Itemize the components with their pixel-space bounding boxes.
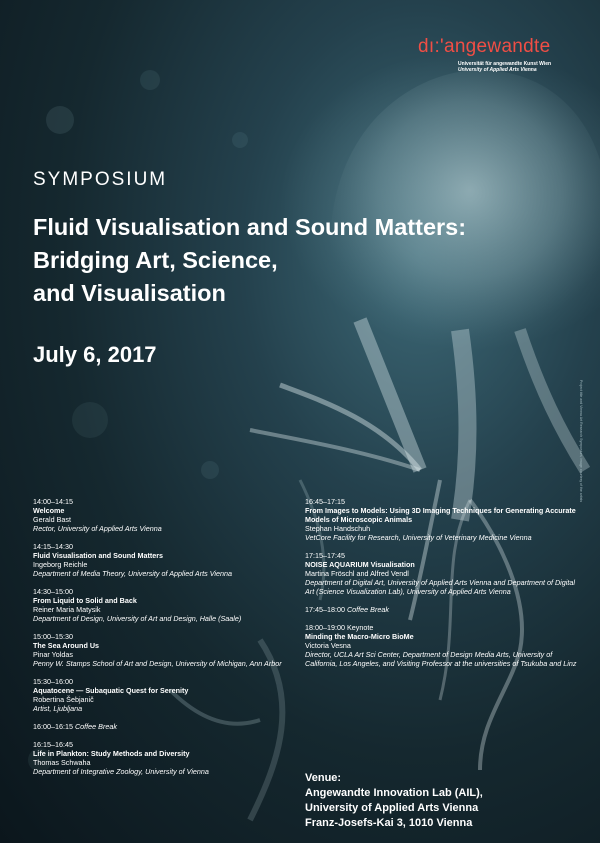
title-line: Bridging Art, Science, [33,247,278,273]
entry-time: 16:45–17:15 [305,497,345,506]
entry-time: 15:00–15:30 [33,632,73,641]
entry-title: From Images to Models: Using 3D Imaging Techniques for Generating Accurate Models of Microscopic Animals [305,506,576,524]
break-label: Coffee Break [346,605,389,614]
image-credit-note: Project title and Vienna Art Research Symposium, image courtesy of the artists [579,380,583,503]
entry-title: Minding the Macro-Micro BioMe [305,632,414,641]
entry-title: Life in Plankton: Study Methods and Diversity [33,749,190,758]
angewandte-logo [418,36,578,73]
symposium-label: SYMPOSIUM [33,169,168,190]
coffee-break [305,605,585,614]
schedule-entry [305,497,585,542]
logo-wordmark: dı:'angewandte [418,36,551,57]
venue-line: University of Applied Arts Vienna [305,802,479,814]
event-title [33,211,573,310]
coffee-break [33,722,283,731]
title-line: Fluid Visualisation and Sound Matters: [33,214,467,240]
schedule-entry [33,632,283,668]
venue-block [305,771,585,831]
entry-affiliation: Rector, University of Applied Arts Vienna [33,524,162,533]
entry-speaker: Pinar Yoldas [33,650,73,659]
entry-time: 18:00–19:00 Keynote [305,623,374,632]
entry-time: 14:15–14:30 [33,542,73,551]
venue-label: Venue: [305,772,342,784]
entry-title: Aquatocene — Subaquatic Quest for Serenity [33,686,189,695]
entry-speaker: Reiner Maria Matysik [33,605,101,614]
entry-speaker: Victoria Vesna [305,641,351,650]
logo-line-german: Universität für angewandte Kunst Wien [458,61,552,67]
entry-speaker: Ingeborg Reichle [33,560,88,569]
entry-affiliation: VetCore Facility for Research, University of Veterinary Medicine Vienna [305,533,532,542]
entry-title: From Liquid to Solid and Back [33,596,137,605]
entry-speaker: Gerald Bast [33,515,71,524]
entry-affiliation: Penny W. Stamps School of Art and Design, University of Michigan, Ann Arbor [33,659,282,668]
entry-time: 15:30–16:00 [33,677,73,686]
entry-speaker: Robertina Šebjanič [33,695,94,704]
entry-affiliation: Director, UCLA Art Sci Center, Department of Design Media Arts, University of California, Los Angeles, and Visiting Professor at the universities of Tsukuba and Linz [305,650,577,668]
entry-affiliation: Department of Design, University of Art and Design, Halle (Saale) [33,614,242,623]
entry-time: 16:15–16:45 [33,740,73,749]
entry-title: The Sea Around Us [33,641,100,650]
schedule-entry [305,623,585,668]
entry-speaker: Martina Fröschl and Alfred Vendl [305,569,409,578]
break-label: Coffee Break [74,722,117,731]
entry-speaker: Thomas Schwaha [33,758,91,767]
venue-line: Franz-Josefs-Kai 3, 1010 Vienna [305,817,473,829]
schedule-entry [33,497,283,533]
entry-time: 14:00–14:15 [33,497,73,506]
schedule-entry [33,677,283,713]
schedule-left-column [33,497,283,785]
schedule-entry [33,740,283,776]
entry-time: 17:15–17:45 [305,551,345,560]
event-date: July 6, 2017 [33,342,157,367]
entry-affiliation: Artist, Ljubljana [33,704,83,713]
entry-speaker: Stephan Handschuh [305,524,371,533]
entry-affiliation: Department of Integrative Zoology, University of Vienna [33,767,209,776]
entry-title: NOISE AQUARIUM Visualisation [305,560,415,569]
entry-affiliation: Department of Media Theory, University of Applied Arts Vienna [33,569,232,578]
schedule-entry [33,587,283,623]
break-time: 16:00–16:15 [33,722,73,731]
break-time: 17:45–18:00 [305,605,345,614]
entry-affiliation: Department of Digital Art, University of Applied Arts Vienna and Department of Digital Art (Science Visualization Lab), University of Applied Arts Vienna [305,578,575,596]
entry-title: Welcome [33,506,65,515]
schedule-right-column [305,497,585,677]
entry-title: Fluid Visualisation and Sound Matters [33,551,164,560]
venue-line: Angewandte Innovation Lab (AIL), [305,787,483,799]
title-line: and Visualisation [33,280,226,306]
entry-time: 14:30–15:00 [33,587,73,596]
logo-line-english: University of Applied Arts Vienna [458,67,537,73]
schedule-entry [33,542,283,578]
schedule-entry [305,551,585,596]
